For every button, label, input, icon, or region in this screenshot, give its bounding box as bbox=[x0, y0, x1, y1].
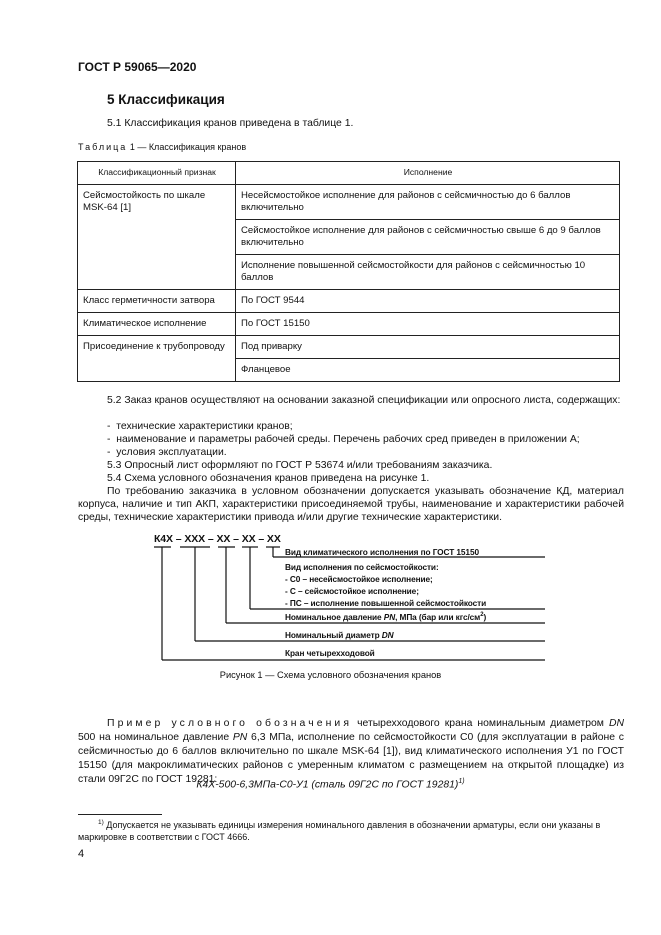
label-seismic-ps: - ПС – исполнение повышенной сейсмостойкости bbox=[285, 598, 487, 608]
row-seismic-label: Сейсмостойкость по шкале MSK-64 [1] bbox=[78, 185, 236, 290]
paragraph-5-3: 5.3 Опросный лист оформляют по ГОСТ Р 53674 и/или требованиям заказчика. bbox=[107, 460, 493, 471]
footnote-divider bbox=[78, 814, 162, 815]
pressure-text: Номинальное давление bbox=[285, 612, 384, 622]
label-seismic-c0: - С0 – несейсмостойкое исполнение; bbox=[285, 574, 433, 584]
pressure-close: ) bbox=[483, 612, 487, 622]
section-title: 5 Классификация bbox=[107, 92, 225, 107]
row-climate-value: По ГОСТ 15150 bbox=[236, 313, 620, 336]
code-dash: – bbox=[233, 533, 239, 545]
footnote-text: Допускается не указывать единицы измерения номинального давления в обозначении арматуры, если они указаны в маркировке в соответствии с ГОСТ 4666. bbox=[78, 820, 601, 842]
pressure-sup: 2 bbox=[480, 612, 484, 619]
page-number: 4 bbox=[78, 848, 85, 860]
list-dash: - bbox=[107, 434, 111, 445]
example-title: Пример условного обозначения bbox=[107, 718, 353, 729]
diameter-dn: DN bbox=[381, 630, 394, 640]
table-caption-prefix: Таблица bbox=[78, 142, 128, 152]
row-connection-value-2: Фланцевое bbox=[236, 359, 620, 382]
code-dash: – bbox=[258, 533, 265, 545]
example-pn: PN bbox=[232, 732, 248, 743]
label-seismic-title: Вид исполнения по сейсмостойкости: bbox=[285, 562, 439, 572]
code-part: ХХХ bbox=[184, 533, 206, 545]
list-item-text: технические характеристики кранов; bbox=[116, 421, 293, 432]
label-seismic-c: - С – сейсмостойкое исполнение; bbox=[285, 586, 419, 596]
code-part: ХХ bbox=[216, 533, 231, 545]
paragraph-5-4: 5.4 Схема условного обозначения кранов приведена на рисунке 1. bbox=[107, 473, 430, 484]
code-part: К4Х bbox=[154, 533, 173, 545]
row-connection-label: Присоединение к трубопроводу bbox=[78, 336, 236, 382]
footnote-mark: 1) bbox=[98, 819, 104, 826]
list-item-text: условия эксплуатации. bbox=[116, 447, 227, 458]
list-dash: - bbox=[107, 447, 111, 458]
paragraph-customer: По требованию заказчика в условном обозначении допускается указывать обозначение КД, материал корпуса, наличие и тип АКП, характеристики присоединяемой трубы, наименование и характеристики рабочей среды, технические характеристики привода и/или другие технические характеристики. bbox=[78, 486, 624, 524]
row-tightness-label: Класс герметичности затвора bbox=[78, 290, 236, 313]
pressure-pn: PN bbox=[383, 612, 396, 622]
row-climate-label: Климатическое исполнение bbox=[78, 313, 236, 336]
row-seismic-value-1: Несейсмостойкое исполнение для районов с сейсмичностью до 6 баллов включительно bbox=[236, 185, 620, 220]
example-text: 500 на номинальное давление bbox=[78, 732, 233, 743]
row-tightness-value: По ГОСТ 9544 bbox=[236, 290, 620, 313]
label-climate: Вид климатического исполнения по ГОСТ 15150 bbox=[285, 547, 479, 557]
diameter-text: Номинальный диаметр bbox=[285, 630, 382, 640]
paragraph-5-1: 5.1 Классификация кранов приведена в таблице 1. bbox=[107, 118, 354, 129]
designation-text: К4Х-500-6,3МПа-С0-У1 (сталь 09Г2С по ГОСТ 19281) bbox=[196, 779, 459, 791]
label-pressure bbox=[285, 612, 486, 622]
example-paragraph bbox=[78, 717, 624, 787]
label-valve-type: Кран четырехходовой bbox=[285, 648, 375, 658]
table-caption-rest: 1 — Классификация кранов bbox=[129, 142, 247, 152]
row-seismic-value-3: Исполнение повышенной сейсмостойкости для районов с сейсмичностью 10 баллов bbox=[236, 255, 620, 290]
footnote bbox=[78, 817, 624, 843]
footnote-ref: 1) bbox=[458, 778, 465, 785]
code-dash: – bbox=[175, 533, 182, 545]
example-text: четырехходового крана номинальным диаметром bbox=[352, 718, 609, 729]
example-dn: DN bbox=[608, 718, 624, 729]
list-dash: - bbox=[107, 421, 111, 432]
example-text: 6,3 МПа, исполнение по сейсмостойкости С0 (для эксплуатации в районе с сейсмичностью до 6 баллов включительно по шкале MSK-64 [1]), вид климатического исполнения У1 по ГОСТ 15150 (для макроклиматических районов с умеренным климатом с размещением на открытой площадке) из стали 09Г2С по ГОСТ 19281: bbox=[78, 732, 624, 785]
pressure-units: , МПа (бар или кгс/см bbox=[395, 612, 481, 622]
code-dash: – bbox=[207, 533, 214, 545]
figure-caption: Рисунок 1 — Схема условного обозначения кранов bbox=[219, 670, 442, 680]
label-diameter bbox=[285, 630, 394, 640]
code-part: ХХ bbox=[241, 533, 256, 545]
table-header-execution: Исполнение bbox=[236, 162, 620, 185]
paragraph-5-2: 5.2 Заказ кранов осуществляют на основании заказной спецификации или опросного листа, содержащих: bbox=[107, 395, 621, 406]
row-connection-value-1: Под приварку bbox=[236, 336, 620, 359]
row-seismic-value-2: Сейсмостойкое исполнение для районов с сейсмичностью свыше 6 до 9 баллов включительно bbox=[236, 220, 620, 255]
code-part: ХХ bbox=[266, 533, 281, 545]
designation-code bbox=[154, 533, 281, 545]
table-header-feature: Классификационный признак bbox=[78, 162, 236, 185]
example-designation bbox=[0, 778, 661, 790]
document-header: ГОСТ Р 59065—2020 bbox=[78, 60, 197, 74]
list-item-text: наименование и параметры рабочей среды. Перечень рабочих сред приведен в приложении А; bbox=[116, 434, 580, 445]
